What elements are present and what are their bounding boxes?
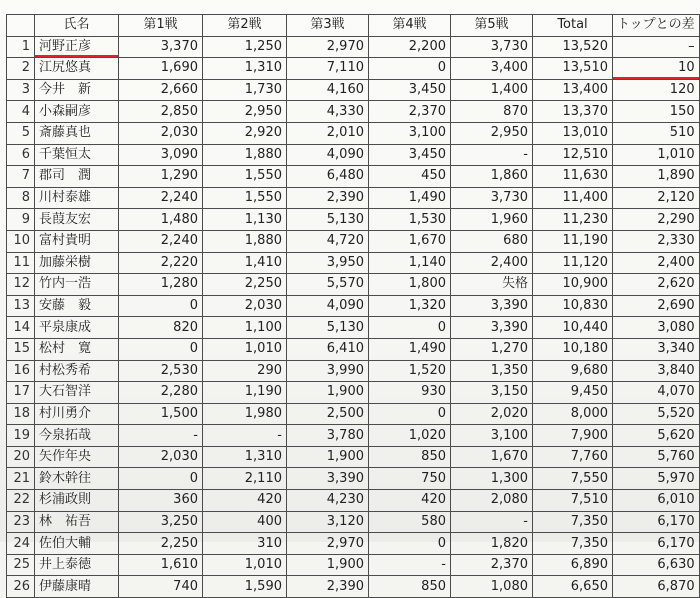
round-1-score: 1,480: [119, 209, 203, 231]
round-3-score: 2,390: [287, 187, 369, 209]
table-row: [7, 166, 700, 188]
gap-to-top: 2,620: [613, 274, 700, 296]
gap-to-top: 5,620: [613, 425, 700, 447]
total-score: 8,000: [533, 403, 613, 425]
total-score: 7,350: [533, 533, 613, 555]
round-5-score: -: [451, 511, 533, 533]
round-5-score: 1,350: [451, 360, 533, 382]
table-row: [7, 490, 700, 512]
table-row: [7, 209, 700, 231]
column-header-total: Total: [533, 15, 613, 37]
total-score: 13,010: [533, 122, 613, 144]
total-score: 10,900: [533, 274, 613, 296]
round-3-score: 3,120: [287, 511, 369, 533]
round-3-score: 4,090: [287, 144, 369, 166]
round-5-score: 1,400: [451, 79, 533, 101]
gap-to-top: 1,890: [613, 166, 700, 188]
round-1-score: 1,290: [119, 166, 203, 188]
row-number: 6: [7, 144, 35, 166]
gap-to-top: 6,170: [613, 511, 700, 533]
round-4-score: 0: [369, 317, 451, 339]
player-name: 村松秀希: [35, 360, 119, 382]
row-number: 10: [7, 230, 35, 252]
player-name: 村川勇介: [35, 403, 119, 425]
round-2-score: 1,250: [203, 36, 287, 58]
round-5-score: 680: [451, 230, 533, 252]
round-5-score: 2,400: [451, 252, 533, 274]
total-score: 7,900: [533, 425, 613, 447]
round-5-score: 2,080: [451, 490, 533, 512]
row-number: 7: [7, 166, 35, 188]
round-4-score: 1,020: [369, 425, 451, 447]
round-2-score: 2,250: [203, 274, 287, 296]
total-score: 13,370: [533, 101, 613, 123]
player-name: 富村貴明: [35, 230, 119, 252]
round-2-score: 1,310: [203, 58, 287, 80]
gap-to-top: –: [613, 36, 700, 58]
round-3-score: 3,990: [287, 360, 369, 382]
row-number: 5: [7, 122, 35, 144]
gap-to-top: 3,340: [613, 338, 700, 360]
player-name: 竹内一浩: [35, 274, 119, 296]
round-4-score: 0: [369, 533, 451, 555]
round-2-score: 2,110: [203, 468, 287, 490]
gap-to-top: 2,690: [613, 295, 700, 317]
row-number: 25: [7, 554, 35, 576]
round-2-score: 2,920: [203, 122, 287, 144]
round-3-score: 4,230: [287, 490, 369, 512]
gap-to-top: 6,870: [613, 576, 700, 598]
round-4-score: 1,670: [369, 230, 451, 252]
column-header-round-3: 第3戦: [287, 15, 369, 37]
round-4-score: 1,490: [369, 187, 451, 209]
player-name: 井上泰徳: [35, 554, 119, 576]
table-row: [7, 403, 700, 425]
round-3-score: 4,720: [287, 230, 369, 252]
round-2-score: 1,100: [203, 317, 287, 339]
round-3-score: 2,970: [287, 36, 369, 58]
round-1-score: 820: [119, 317, 203, 339]
round-5-score: 1,670: [451, 446, 533, 468]
table-row: [7, 511, 700, 533]
row-number: 22: [7, 490, 35, 512]
round-5-score: 1,080: [451, 576, 533, 598]
row-number: 16: [7, 360, 35, 382]
round-3-score: 2,970: [287, 533, 369, 555]
round-4-score: 750: [369, 468, 451, 490]
round-3-score: 2,010: [287, 122, 369, 144]
round-5-score: 3,150: [451, 382, 533, 404]
total-score: 13,510: [533, 58, 613, 80]
round-3-score: 1,900: [287, 382, 369, 404]
player-name: 林 祐吾: [35, 511, 119, 533]
round-1-score: 740: [119, 576, 203, 598]
round-4-score: -: [369, 554, 451, 576]
round-2-score: 1,190: [203, 382, 287, 404]
round-3-score: 3,390: [287, 468, 369, 490]
row-number: 1: [7, 36, 35, 58]
round-5-score: 870: [451, 101, 533, 123]
round-3-score: 5,130: [287, 209, 369, 231]
round-4-score: 3,100: [369, 122, 451, 144]
total-score: 7,350: [533, 511, 613, 533]
round-1-score: 2,030: [119, 446, 203, 468]
column-header-round-4: 第4戦: [369, 15, 451, 37]
round-1-score: 2,220: [119, 252, 203, 274]
row-number: 20: [7, 446, 35, 468]
gap-to-top: 2,290: [613, 209, 700, 231]
round-5-score: 3,730: [451, 36, 533, 58]
gap-to-top: 1,010: [613, 144, 700, 166]
table-row: [7, 252, 700, 274]
round-2-score: 1,550: [203, 166, 287, 188]
round-1-score: 2,530: [119, 360, 203, 382]
table-row: [7, 274, 700, 296]
column-header-round-5: 第5戦: [451, 15, 533, 37]
round-2-score: 290: [203, 360, 287, 382]
round-4-score: 1,520: [369, 360, 451, 382]
standings-table: [6, 14, 700, 598]
round-4-score: 930: [369, 382, 451, 404]
round-3-score: 6,410: [287, 338, 369, 360]
table-row: [7, 425, 700, 447]
round-1-score: 0: [119, 338, 203, 360]
round-2-score: 1,550: [203, 187, 287, 209]
player-name: 伊藤康晴: [35, 576, 119, 598]
player-name: 大石智洋: [35, 382, 119, 404]
table-row: [7, 468, 700, 490]
round-4-score: 450: [369, 166, 451, 188]
round-3-score: 5,130: [287, 317, 369, 339]
row-number: 9: [7, 209, 35, 231]
round-3-score: 5,570: [287, 274, 369, 296]
player-name: 松村 寛: [35, 338, 119, 360]
round-5-score: 3,400: [451, 58, 533, 80]
row-number: 11: [7, 252, 35, 274]
round-1-score: 3,370: [119, 36, 203, 58]
gap-to-top: 2,120: [613, 187, 700, 209]
round-4-score: 1,140: [369, 252, 451, 274]
round-1-score: -: [119, 425, 203, 447]
round-4-score: 580: [369, 511, 451, 533]
player-name: 杉浦政則: [35, 490, 119, 512]
player-name: 郡司 潤: [35, 166, 119, 188]
round-1-score: 1,500: [119, 403, 203, 425]
total-score: 7,760: [533, 446, 613, 468]
round-4-score: 1,800: [369, 274, 451, 296]
row-number: 23: [7, 511, 35, 533]
total-score: 9,450: [533, 382, 613, 404]
round-1-score: 2,240: [119, 187, 203, 209]
round-2-score: -: [203, 425, 287, 447]
round-2-score: 400: [203, 511, 287, 533]
table-row: [7, 338, 700, 360]
player-name: 江尻悠真: [35, 58, 119, 80]
player-name: 斎藤真也: [35, 122, 119, 144]
table-row: [7, 122, 700, 144]
row-number: 24: [7, 533, 35, 555]
round-5-score: 1,300: [451, 468, 533, 490]
round-1-score: 0: [119, 468, 203, 490]
round-5-score: 1,860: [451, 166, 533, 188]
round-5-score: 2,020: [451, 403, 533, 425]
round-4-score: 2,200: [369, 36, 451, 58]
table-row: [7, 230, 700, 252]
total-score: 12,510: [533, 144, 613, 166]
table-row: [7, 36, 700, 58]
total-score: 13,400: [533, 79, 613, 101]
table-row: [7, 317, 700, 339]
total-score: 10,830: [533, 295, 613, 317]
gap-to-top: 6,010: [613, 490, 700, 512]
round-2-score: 1,590: [203, 576, 287, 598]
row-number: 13: [7, 295, 35, 317]
total-score: 6,890: [533, 554, 613, 576]
round-4-score: 3,450: [369, 79, 451, 101]
round-4-score: 0: [369, 58, 451, 80]
row-number: 21: [7, 468, 35, 490]
round-2-score: 2,950: [203, 101, 287, 123]
gap-to-top: 10: [613, 58, 700, 80]
gap-to-top: 5,760: [613, 446, 700, 468]
total-score: 11,630: [533, 166, 613, 188]
round-4-score: 850: [369, 446, 451, 468]
round-2-score: 1,410: [203, 252, 287, 274]
gap-to-top: 2,330: [613, 230, 700, 252]
total-score: 11,400: [533, 187, 613, 209]
round-1-score: 1,610: [119, 554, 203, 576]
header-row: [7, 15, 700, 37]
round-4-score: 3,450: [369, 144, 451, 166]
player-name: 川村泰雄: [35, 187, 119, 209]
total-score: 6,650: [533, 576, 613, 598]
total-score: 9,680: [533, 360, 613, 382]
total-score: 10,440: [533, 317, 613, 339]
round-5-score: 3,730: [451, 187, 533, 209]
row-number: 18: [7, 403, 35, 425]
table-row: [7, 144, 700, 166]
player-name: 平泉康成: [35, 317, 119, 339]
gap-to-top: 150: [613, 101, 700, 123]
total-score: 7,510: [533, 490, 613, 512]
row-number: 26: [7, 576, 35, 598]
player-name: 河野正彦: [35, 36, 119, 58]
round-4-score: 850: [369, 576, 451, 598]
round-2-score: 1,010: [203, 338, 287, 360]
round-2-score: 2,030: [203, 295, 287, 317]
total-score: 11,230: [533, 209, 613, 231]
column-header-gap-to-top: トップとの差: [613, 15, 700, 37]
row-number: 17: [7, 382, 35, 404]
round-3-score: 4,330: [287, 101, 369, 123]
table-row: [7, 58, 700, 80]
table-row: [7, 187, 700, 209]
round-2-score: 420: [203, 490, 287, 512]
round-1-score: 0: [119, 295, 203, 317]
player-name: 鈴木幹往: [35, 468, 119, 490]
row-number: 15: [7, 338, 35, 360]
gap-to-top: 120: [613, 79, 700, 101]
table-row: [7, 533, 700, 555]
round-3-score: 6,480: [287, 166, 369, 188]
total-score: 11,190: [533, 230, 613, 252]
round-1-score: 3,250: [119, 511, 203, 533]
round-5-score: 3,100: [451, 425, 533, 447]
round-4-score: 1,530: [369, 209, 451, 231]
round-4-score: 2,370: [369, 101, 451, 123]
round-3-score: 2,500: [287, 403, 369, 425]
column-header-round-1: 第1戦: [119, 15, 203, 37]
gap-to-top: 6,170: [613, 533, 700, 555]
round-2-score: 1,980: [203, 403, 287, 425]
column-header-name: 氏名: [35, 15, 119, 37]
round-4-score: 1,320: [369, 295, 451, 317]
round-5-score: 3,390: [451, 295, 533, 317]
player-name: 佐伯大輔: [35, 533, 119, 555]
gap-to-top: 4,070: [613, 382, 700, 404]
gap-to-top: 510: [613, 122, 700, 144]
player-name: 今泉拓哉: [35, 425, 119, 447]
round-5-score: 1,270: [451, 338, 533, 360]
round-1-score: 3,090: [119, 144, 203, 166]
table-row: [7, 554, 700, 576]
table-row: [7, 446, 700, 468]
total-score: 11,120: [533, 252, 613, 274]
round-3-score: 3,950: [287, 252, 369, 274]
gap-to-top: 2,400: [613, 252, 700, 274]
round-3-score: 4,160: [287, 79, 369, 101]
gap-to-top: 3,080: [613, 317, 700, 339]
player-name: 矢作年央: [35, 446, 119, 468]
round-2-score: 1,010: [203, 554, 287, 576]
round-1-score: 1,690: [119, 58, 203, 80]
row-number: 12: [7, 274, 35, 296]
round-3-score: 2,390: [287, 576, 369, 598]
row-number: 3: [7, 79, 35, 101]
round-2-score: 1,130: [203, 209, 287, 231]
round-5-score: 失格: [451, 274, 533, 296]
round-1-score: 360: [119, 490, 203, 512]
player-name: 安藤 毅: [35, 295, 119, 317]
player-name: 小森嗣彦: [35, 101, 119, 123]
table-row: [7, 101, 700, 123]
row-number: 8: [7, 187, 35, 209]
round-3-score: 1,900: [287, 554, 369, 576]
round-1-score: 2,250: [119, 533, 203, 555]
round-5-score: -: [451, 144, 533, 166]
total-score: 7,550: [533, 468, 613, 490]
gap-to-top: 5,970: [613, 468, 700, 490]
round-4-score: 1,490: [369, 338, 451, 360]
player-name: 今井 新: [35, 79, 119, 101]
round-5-score: 3,390: [451, 317, 533, 339]
table-row: [7, 382, 700, 404]
round-2-score: 1,730: [203, 79, 287, 101]
round-1-score: 2,030: [119, 122, 203, 144]
table-row: [7, 79, 700, 101]
column-header-round-2: 第2戦: [203, 15, 287, 37]
round-3-score: 3,780: [287, 425, 369, 447]
round-2-score: 1,310: [203, 446, 287, 468]
round-1-score: 2,280: [119, 382, 203, 404]
row-number: 14: [7, 317, 35, 339]
round-5-score: 1,820: [451, 533, 533, 555]
round-5-score: 2,950: [451, 122, 533, 144]
round-2-score: 310: [203, 533, 287, 555]
row-number: 4: [7, 101, 35, 123]
row-number: 2: [7, 58, 35, 80]
gap-to-top: 6,630: [613, 554, 700, 576]
round-4-score: 0: [369, 403, 451, 425]
round-1-score: 2,850: [119, 101, 203, 123]
standings-body: [7, 36, 700, 597]
round-2-score: 1,880: [203, 230, 287, 252]
round-4-score: 420: [369, 490, 451, 512]
total-score: 10,180: [533, 338, 613, 360]
gap-to-top: 3,840: [613, 360, 700, 382]
player-name: 千葉恒太: [35, 144, 119, 166]
round-3-score: 1,900: [287, 446, 369, 468]
gap-to-top: 5,520: [613, 403, 700, 425]
total-score: 13,520: [533, 36, 613, 58]
table-row: [7, 295, 700, 317]
table-row: [7, 576, 700, 598]
round-1-score: 2,660: [119, 79, 203, 101]
row-number-header: [7, 15, 35, 37]
round-1-score: 2,240: [119, 230, 203, 252]
round-1-score: 1,280: [119, 274, 203, 296]
row-number: 19: [7, 425, 35, 447]
round-5-score: 1,960: [451, 209, 533, 231]
round-3-score: 7,110: [287, 58, 369, 80]
round-2-score: 1,880: [203, 144, 287, 166]
round-5-score: 2,370: [451, 554, 533, 576]
player-name: 加藤栄樹: [35, 252, 119, 274]
table-row: [7, 360, 700, 382]
round-3-score: 4,090: [287, 295, 369, 317]
player-name: 長葭友宏: [35, 209, 119, 231]
